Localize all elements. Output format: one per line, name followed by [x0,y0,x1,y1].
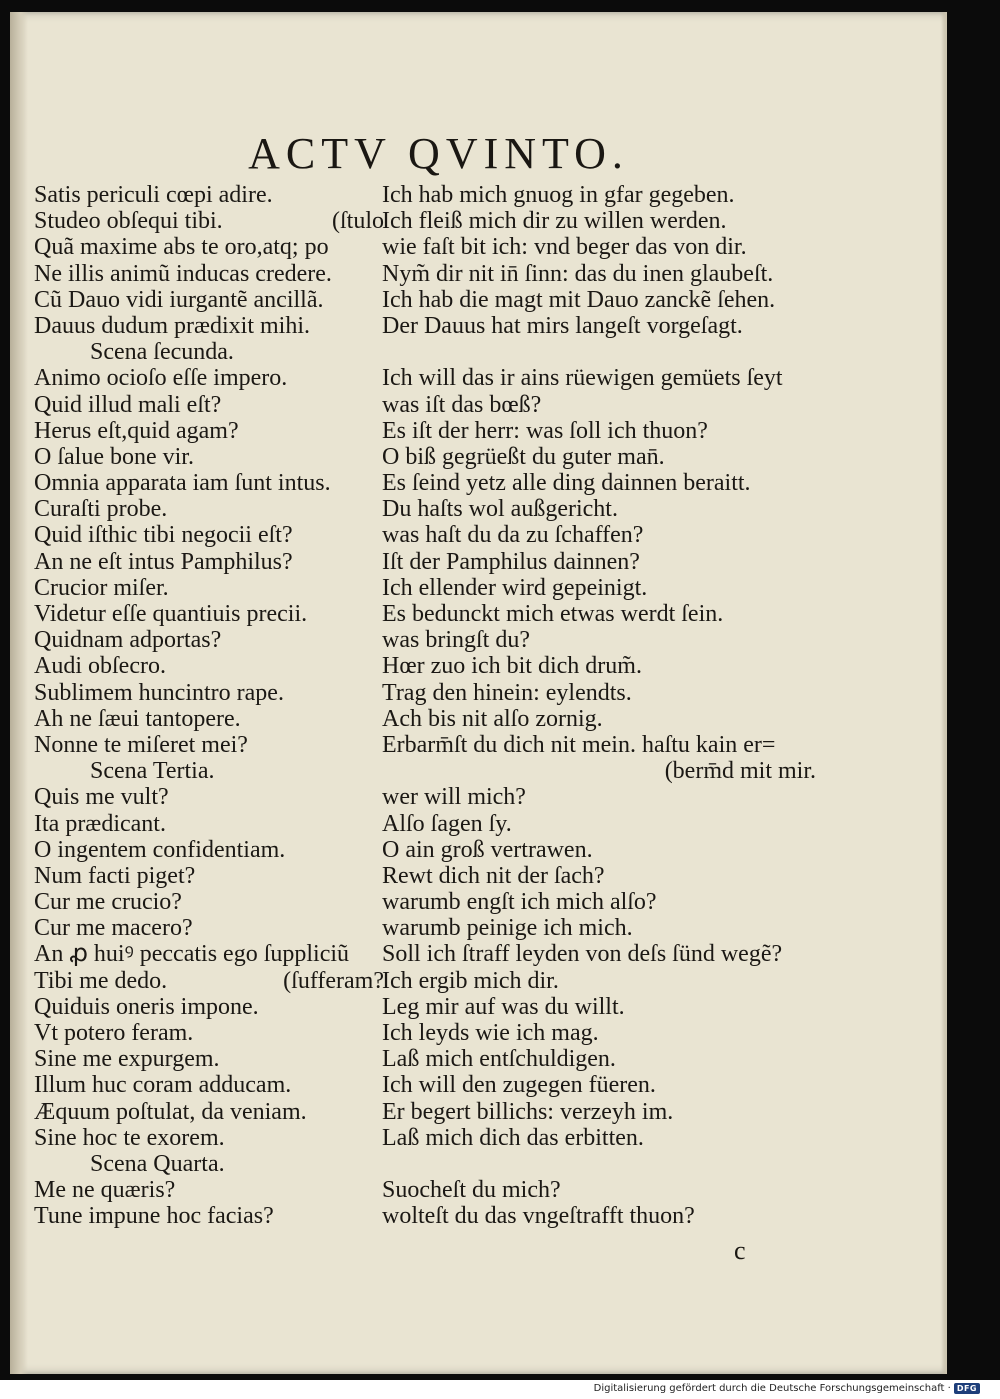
german-line-text: Ich leyds wie ich mag. [382,1020,599,1046]
latin-line-text: Sine hoc te exorem. [34,1124,225,1151]
german-line-text: O biß gegrüeßt du guter man̄. [382,443,665,470]
german-column [382,182,822,1230]
german-line [382,1151,822,1177]
latin-line [34,208,384,234]
german-line [382,706,822,732]
german-line-text: (berm̄d mit mir. [664,758,816,785]
dfg-logo: DFG [954,1383,980,1394]
latin-line [34,418,384,444]
german-line-text: was bringſt du? [382,627,530,654]
german-line [382,941,822,967]
german-line-text: was iſt das bœß? [382,391,542,418]
page-edge-shadow [941,12,947,1374]
german-line [382,208,822,234]
german-line-text: Es ſeind yetz alle ding dainnen beraitt. [382,470,751,497]
german-line-text: Es bedunckt mich etwas werdt ſein. [382,601,724,627]
latin-line [34,653,384,679]
german-line-text: Ich fleiß mich dir zu willen werden. [382,208,727,235]
german-line [382,627,822,653]
latin-line [34,784,384,810]
latin-line-text: Studeo obſequi tibi. [34,208,223,235]
german-line-text: wer will mich? [382,784,526,811]
german-line [382,234,822,260]
latin-line-text: Cũ Dauo vidi iurgantẽ ancillã. [34,286,324,313]
german-line-text: Nym̃ dir nit in̄ ſinn: das du inen glaubeſt. [382,260,774,287]
latin-line [34,182,384,208]
german-line-text: Er begert billichs: verzeyh im. [382,1098,674,1125]
german-line [382,758,822,784]
latin-line-text: Sine me expurgem. [34,1046,220,1073]
german-line-text: Der Dauus hat mirs langeſt vorgeſagt. [382,312,743,339]
german-line-text: Ich will das ir ains rüewigen gemüets ſeyt [382,365,783,392]
latin-line-text: Num facti piget? [34,862,196,889]
german-line [382,522,822,548]
latin-line [34,601,384,627]
book-page [10,12,947,1374]
german-line [382,653,822,679]
latin-line-text: O ſalue bone vir. [34,443,194,470]
latin-line-text: Scena Tertia. [90,758,215,785]
latin-line [34,732,384,758]
german-line [382,470,822,496]
latin-line [34,706,384,732]
german-line-text: Ach bis nit alſo zornig. [382,705,603,732]
german-line-text: Alſo ſagen ſy. [382,810,512,837]
german-line-text: Trag den hinein: eylendts. [382,679,632,706]
german-line-text: Laß mich entſchuldigen. [382,1046,616,1073]
german-line [382,313,822,339]
german-line [382,1046,822,1072]
latin-line-text: Sublimem huncintro rape. [34,679,284,706]
latin-line [34,915,384,941]
german-line-text: Erbarm̄ſt du dich nit mein. haſtu kain er= [382,731,776,758]
german-line-text: Ich ergib mich dir. [382,967,559,994]
latin-line-text: Ne illis animũ inducas credere. [34,260,332,287]
german-line [382,418,822,444]
german-line-text: Soll ich ſtraff leyden von deſs ſünd wegẽ? [382,941,783,968]
latin-line-text: Æquum poſtulat, da veniam. [34,1098,307,1125]
latin-line-text: Scena ſecunda. [90,339,234,366]
german-line [382,915,822,941]
german-line-text: Laß mich dich das erbitten. [382,1124,644,1151]
latin-line [34,1125,384,1151]
latin-line [34,575,384,601]
latin-line-text: Me ne quæris? [34,1177,176,1204]
latin-line-text: Ita prædicant. [34,810,166,837]
german-line [382,496,822,522]
latin-line-text: Animo ocioſo eſſe impero. [34,365,288,392]
german-line [382,994,822,1020]
german-line-text: Ich ellender wird gepeinigt. [382,574,648,601]
footer-credit [594,1383,980,1394]
german-line [382,392,822,418]
latin-line-text: Quid illud mali eſt? [34,391,222,418]
german-line [382,549,822,575]
german-line [382,732,822,758]
page-heading: ACTV QVINTO. [248,129,629,178]
footer-text: Digitalisierung gefördert durch die Deutsche Forschungsgemeinschaft · [593,1383,951,1394]
german-line [382,575,822,601]
german-line-text: wie faſt bit ich: vnd beger das von dir. [382,234,747,261]
german-line [382,287,822,313]
german-line [382,1072,822,1098]
german-line [382,601,822,627]
german-line-text: Du haſts wol außgericht. [382,496,618,523]
page-gutter-shadow [10,12,28,1374]
german-line-text: Ich will den zugegen füeren. [382,1072,656,1099]
latin-line [34,496,384,522]
german-line [382,444,822,470]
latin-line [34,837,384,863]
latin-line-text: Quiduis oneris impone. [34,993,259,1020]
latin-line [34,234,384,260]
german-line [382,811,822,837]
latin-line-text: Satis periculi cœpi adire. [34,182,273,208]
latin-line [34,392,384,418]
german-line [382,863,822,889]
german-line-text: Leg mir auf was du willt. [382,993,625,1020]
latin-line [34,1020,384,1046]
german-line [382,261,822,287]
latin-line-text: Cur me crucio? [34,889,182,916]
latin-line [34,968,384,994]
german-line-text: warumb peinige ich mich. [382,915,633,942]
german-line [382,1020,822,1046]
latin-line [34,444,384,470]
latin-line [34,522,384,548]
latin-line [34,811,384,837]
latin-line-text: Omnia apparata iam ſunt intus. [34,470,331,497]
latin-line [34,1203,384,1229]
latin-line [34,339,384,365]
latin-line-text: Herus eſt,quid agam? [34,417,239,444]
latin-line [34,994,384,1020]
latin-line-text: An ne eſt intus Pamphilus? [34,548,293,575]
german-line [382,365,822,391]
latin-line [34,549,384,575]
german-line [382,968,822,994]
german-line-text: Suocheſt du mich? [382,1177,561,1204]
latin-line [34,680,384,706]
german-line [382,889,822,915]
latin-line-text: Cur me macero? [34,915,193,942]
german-line [382,680,822,706]
german-line [382,837,822,863]
latin-line [34,758,384,784]
latin-line [34,470,384,496]
german-line [382,339,822,365]
german-line-text: Rewt dich nit der ſach? [382,862,605,889]
latin-line-text: Quis me vult? [34,784,169,811]
latin-line-text: Curaſti probe. [34,496,168,523]
latin-line-text: Tibi me dedo. [34,967,168,994]
latin-line-text: Vt potero feram. [34,1020,194,1046]
latin-margin-note: (ſufferam? [283,967,384,994]
latin-line-text: O ingentem confidentiam. [34,836,286,863]
latin-line-text: Dauus dudum prædixit mihi. [34,312,310,339]
latin-line [34,1151,384,1177]
german-line-text: wolteſt du das vngeſtrafft thuon? [382,1203,695,1230]
latin-line-text: Quid iſthic tibi negocii eſt? [34,522,293,549]
german-line [382,182,822,208]
german-line [382,1099,822,1125]
latin-line-text: Videtur eſſe quantiuis precii. [34,601,308,627]
german-line-text: Ich hab mich gnuog in gfar gegeben. [382,182,735,208]
latin-line [34,1177,384,1203]
latin-line [34,1072,384,1098]
german-line-text: warumb engſt ich mich alſo? [382,889,657,916]
german-line-text: O ain groß vertrawen. [382,836,593,863]
latin-column [34,182,384,1230]
latin-line [34,941,384,967]
latin-line-text: Quã maxime abs te oro,atq; po [34,234,329,261]
german-line [382,1177,822,1203]
latin-line [34,261,384,287]
latin-line [34,889,384,915]
latin-line [34,313,384,339]
latin-line-text: Nonne te miſeret mei? [34,731,248,758]
latin-line-text: Audi obſecro. [34,653,166,680]
german-line-text: Iſt der Pamphilus dainnen? [382,548,640,575]
latin-line [34,365,384,391]
german-line [382,784,822,810]
latin-line-text: Illum huc coram adducam. [34,1072,292,1099]
german-line-text: Ich hab die magt mit Dauo zanckẽ ſehen. [382,286,776,313]
latin-line [34,1099,384,1125]
latin-line [34,1046,384,1072]
latin-line-text: Tune impune hoc facias? [34,1203,274,1230]
latin-line-text: Scena Quarta. [90,1150,225,1177]
latin-line [34,627,384,653]
catchword: c [734,1236,746,1265]
german-line [382,1125,822,1151]
latin-line-text: An ꝓ huiꝰ peccatis ego ſuppliciũ [34,941,350,968]
german-line [382,1203,822,1229]
german-line-text: Hœr zuo ich bit dich drum̃. [382,653,642,680]
german-line-text: Es iſt der herr: was ſoll ich thuon? [382,417,708,444]
latin-line-text: Crucior miſer. [34,574,169,601]
latin-margin-note: (ſtulo [332,208,384,235]
latin-line [34,863,384,889]
latin-line [34,287,384,313]
latin-line-text: Quidnam adportas? [34,627,222,654]
german-line-text: was haſt du da zu ſchaffen? [382,522,644,549]
latin-line-text: Ah ne ſæui tantopere. [34,705,241,732]
